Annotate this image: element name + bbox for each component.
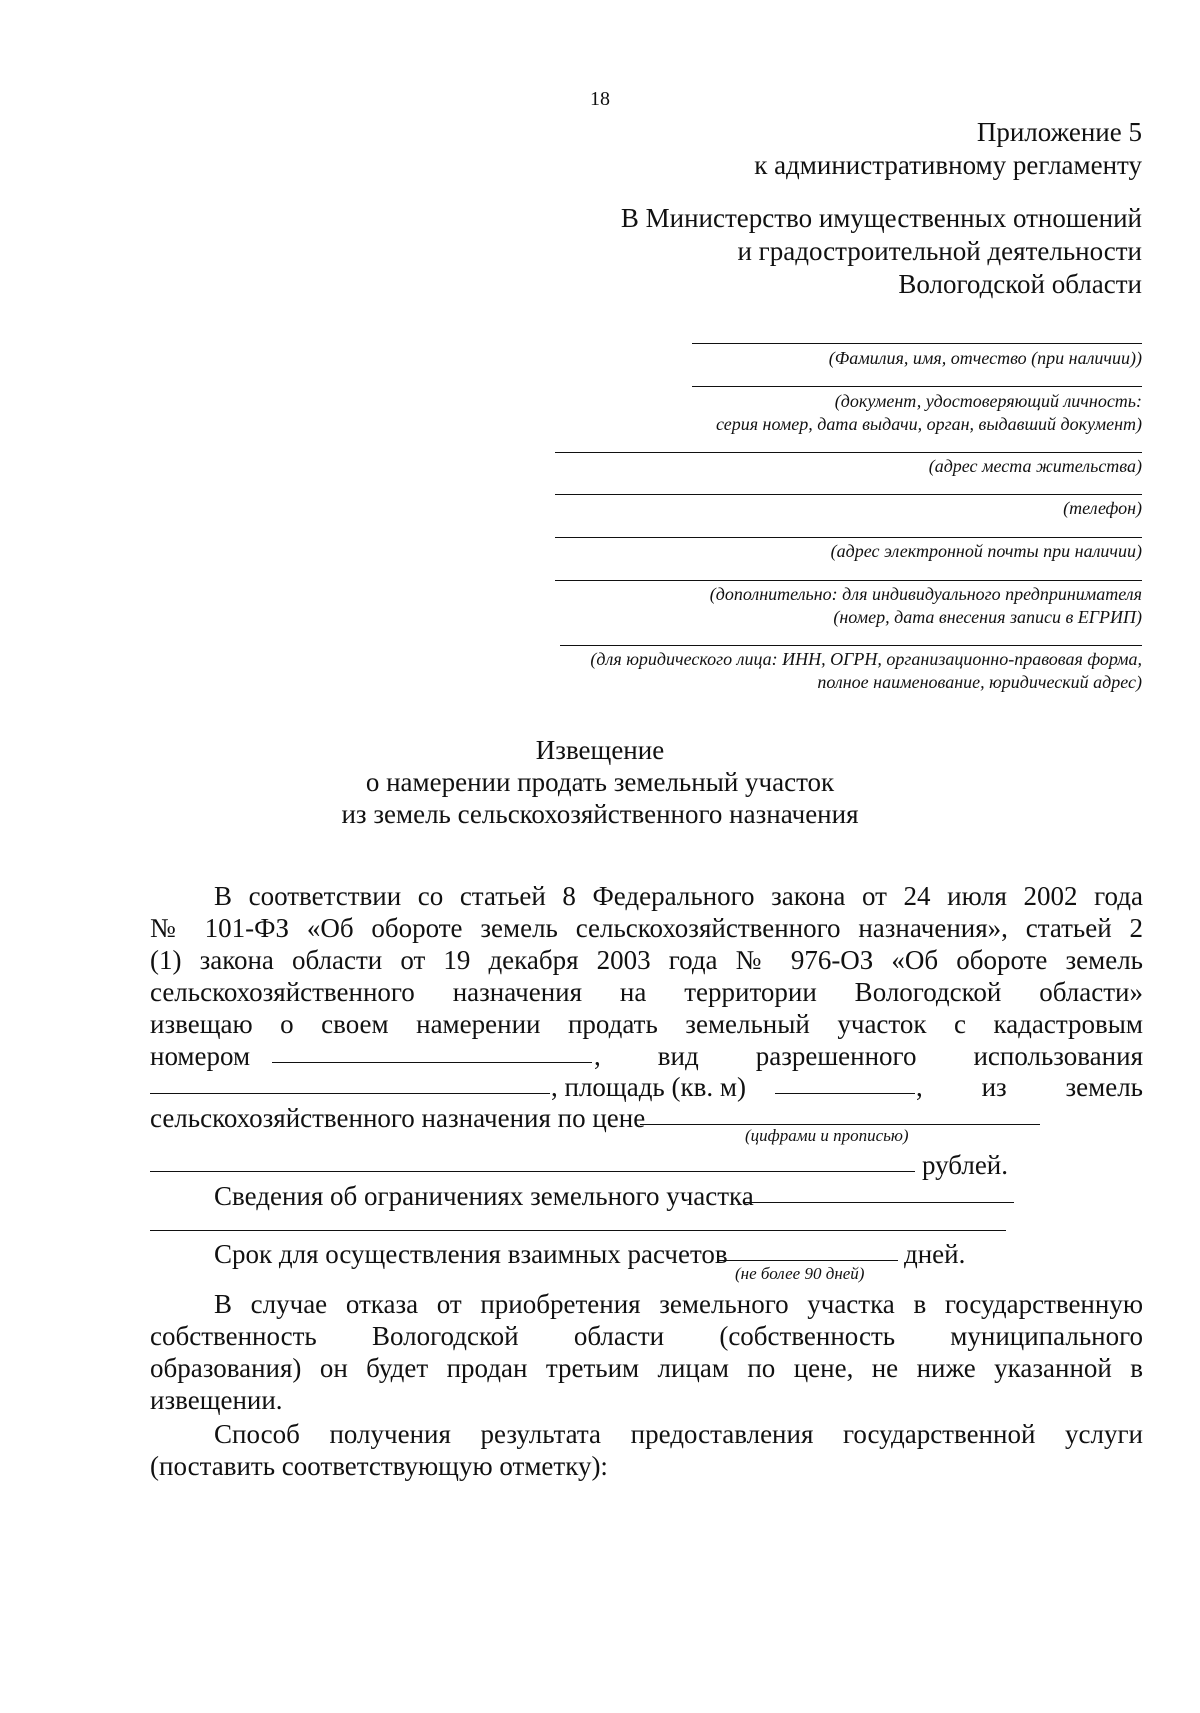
title-line-2: о намерении продать земельный участок bbox=[365, 767, 835, 797]
title-line-1: Извещение bbox=[535, 735, 665, 765]
ip-caption-line-2: (номер, дата внесения записи в ЕГРИП) bbox=[833, 607, 1142, 627]
restrictions-field[interactable] bbox=[744, 1202, 1014, 1203]
refusal-paragraph bbox=[150, 1288, 1143, 1416]
refusal-line-1: В случае отказа от приобретения земельного участка в государственную bbox=[214, 1289, 1143, 1319]
title-line-3: из земель сельскохозяйственного назначения bbox=[341, 799, 859, 829]
addressee-line-3: Вологодской области bbox=[898, 269, 1142, 299]
notice-paragraph bbox=[150, 880, 1143, 1040]
p1-line-1-text: В соответствии со статьей 8 Федерального закона от 24 июля 2002 года bbox=[214, 881, 1143, 911]
addressee-line-2: и градостроительной деятельности bbox=[737, 236, 1142, 266]
document-field-line[interactable] bbox=[692, 386, 1142, 387]
price-caption: (цифрами и прописью) bbox=[745, 1126, 909, 1145]
p1-line-1 bbox=[150, 880, 1143, 912]
legal-entity-caption bbox=[590, 648, 1142, 694]
refusal-line-3: образования) он будет продан третьим лицам по цене, не ниже указанной в bbox=[150, 1353, 1143, 1383]
price-label: сельскохозяйственного назначения по цене bbox=[150, 1103, 646, 1133]
price-field[interactable] bbox=[640, 1124, 1040, 1125]
appendix-subtitle: к административному регламенту bbox=[754, 150, 1142, 180]
days-label: дней. bbox=[904, 1239, 966, 1269]
email-field-line[interactable] bbox=[555, 537, 1142, 538]
from-lands-label: , из земель bbox=[916, 1072, 1143, 1102]
area-field[interactable] bbox=[775, 1093, 915, 1094]
document-caption-line-1: (документ, удостоверяющий личность: bbox=[834, 391, 1142, 411]
ip-field-line[interactable] bbox=[555, 580, 1142, 581]
refusal-line-4: извещении. bbox=[150, 1385, 283, 1415]
use-type-text bbox=[594, 1040, 1143, 1072]
email-caption: (адрес электронной почты при наличии) bbox=[830, 541, 1142, 561]
fio-caption: (Фамилия, имя, отчество (при наличии)) bbox=[828, 348, 1142, 368]
settlement-days-field[interactable] bbox=[718, 1260, 898, 1261]
p1-line-4: сельскохозяйственного назначения на территории Вологодской области» bbox=[150, 977, 1143, 1007]
use-type-field[interactable] bbox=[150, 1093, 550, 1094]
document-caption-line-2: серия номер, дата выдачи, орган, выдавший документ) bbox=[715, 414, 1142, 434]
fio-field-line[interactable] bbox=[692, 343, 1142, 344]
days-caption: (не более 90 дней) bbox=[735, 1264, 865, 1283]
method-line-1: Способ получения результата предоставления государственной услуги bbox=[214, 1419, 1143, 1449]
method-line-2: (поставить соответствующую отметку): bbox=[150, 1451, 608, 1481]
address-field-line[interactable] bbox=[555, 452, 1142, 453]
restrictions-field-continued[interactable] bbox=[150, 1230, 1006, 1231]
area-label: , площадь (кв. м) bbox=[551, 1072, 746, 1102]
page-number: 18 bbox=[590, 88, 610, 110]
restrictions-label: Сведения об ограничениях земельного участка bbox=[214, 1181, 754, 1211]
cadastral-number-field[interactable] bbox=[272, 1062, 592, 1063]
p1-line-5: извещаю о своем намерении продать земельный участок с кадастровым bbox=[150, 1009, 1143, 1039]
document-caption bbox=[716, 390, 1142, 436]
method-paragraph bbox=[150, 1418, 1143, 1482]
addressee-line-1: В Министерство имущественных отношений bbox=[620, 203, 1142, 233]
ip-caption bbox=[710, 583, 1142, 629]
p1-line-2: № 101-ФЗ «Об обороте земель сельскохозяйственного назначения», статьей 2 bbox=[150, 913, 1143, 943]
legal-entity-field-line[interactable] bbox=[560, 645, 1142, 646]
price-words-field[interactable] bbox=[150, 1171, 915, 1172]
legal-entity-caption-line-1: (для юридического лица: ИНН, ОГРН, организационно-правовая форма, bbox=[590, 649, 1142, 669]
phone-caption: (телефон) bbox=[1063, 498, 1142, 518]
legal-entity-caption-line-2: полное наименование, юридический адрес) bbox=[817, 672, 1142, 692]
p1-line-3: (1) закона области от 19 декабря 2003 года № 976-ОЗ «Об обороте земель bbox=[150, 945, 1143, 975]
cadastral-label: номером bbox=[150, 1041, 251, 1071]
settlement-term-label: Срок для осуществления взаимных расчетов bbox=[214, 1239, 728, 1269]
phone-field-line[interactable] bbox=[555, 494, 1142, 495]
refusal-line-2: собственность Вологодской области (собственность муниципального bbox=[150, 1321, 1143, 1351]
address-caption: (адрес места жительства) bbox=[928, 456, 1142, 476]
rubles-label: рублей. bbox=[922, 1150, 1009, 1180]
ip-caption-line-1: (дополнительно: для индивидуального предпринимателя bbox=[709, 584, 1142, 604]
appendix-header bbox=[754, 116, 1142, 182]
use-type-text-inner: , вид разрешенного использования bbox=[594, 1041, 1143, 1071]
document-title bbox=[0, 734, 1200, 830]
appendix-title: Приложение 5 bbox=[976, 117, 1142, 147]
addressee-block bbox=[621, 202, 1142, 301]
